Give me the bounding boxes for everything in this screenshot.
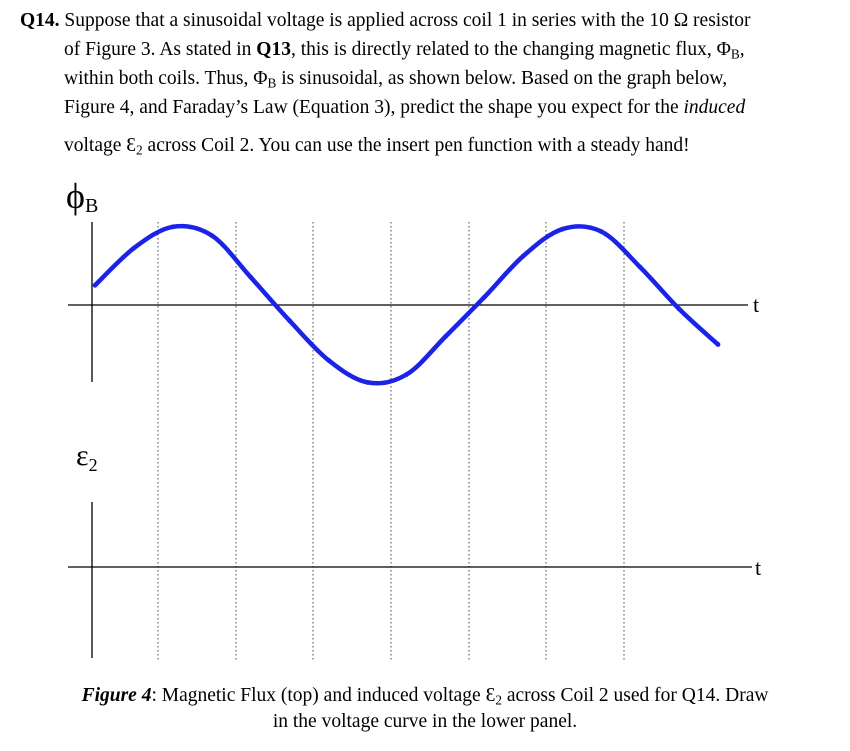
flux-data-point [326,358,331,363]
question-line-5-end: across Coil 2. You can use the insert pen function with a steady hand! [142,135,690,156]
flux-data-point [287,318,292,323]
question-line-2 [20,35,835,64]
question-line-2-start: of Figure 3. As stated in [64,39,257,60]
caption-text: : Magnetic Flux (top) and induced voltage Ɛ [151,685,496,706]
question-line-2-mid: , this is directly related to the changing magnetic flux, Φ [290,39,731,60]
figure-4-svg [0,170,850,660]
flux-data-point [209,233,214,238]
caption-line-1 [0,683,850,709]
bottom-y-label: $\varepsilon_2$ [76,439,98,475]
flux-data-point [171,224,176,229]
flux-data-point [365,380,370,385]
flux-data-point [443,334,448,339]
question-line-3-end: is sinusoidal, as shown below. Based on the graph below, [276,68,728,89]
caption-line-2: in the voltage curve in the lower panel. [272,711,578,732]
top-y-label: ϕB [66,176,99,217]
flux-data-point [93,283,98,288]
flux-data-point [248,275,253,280]
question-line-4 [20,93,835,122]
flux-data-point [638,265,643,270]
top-x-label: t [753,292,760,317]
question-line-3-start: within both coils. Thus, Φ [64,68,268,89]
flux-data-point [599,229,604,234]
question-line-1-text: Suppose that a sinusoidal voltage is applied across coil 1 in series with the 10 Ω resistor [64,10,751,31]
induced-emphasis: induced [683,97,746,118]
flux-data-point [560,227,565,232]
figure-4 [0,170,850,660]
flux-data-point [716,342,721,347]
question-text [20,6,835,160]
question-line-5-start: voltage Ɛ [64,135,137,156]
vertical-gridlines [158,222,624,660]
q13-reference: Q13 [256,39,291,60]
question-line-5 [20,131,835,160]
caption-subscript: 2 [495,692,502,708]
flux-data-point [521,254,526,259]
flux-subscript: B [730,46,740,62]
flux-data-point [404,372,409,377]
flux-data-point [482,295,487,300]
question-number: Q14. [20,10,60,31]
bottom-x-label: t [755,555,762,580]
figure-caption [0,683,850,735]
caption-text-end: across Coil 2 used for Q14. Draw [501,685,769,706]
caption-label: Figure 4 [81,685,152,706]
question-line-1 [20,6,835,35]
flux-data-point [132,246,137,251]
emf-subscript: 2 [136,142,143,158]
question-line-3 [20,64,835,93]
flux-data-point [677,307,682,312]
flux-subscript: B [267,75,277,91]
question-line-2-end: , [739,39,745,60]
question-line-4-start: Figure 4, and Faraday’s Law (Equation 3), predict the shape you expect for the [64,97,684,118]
